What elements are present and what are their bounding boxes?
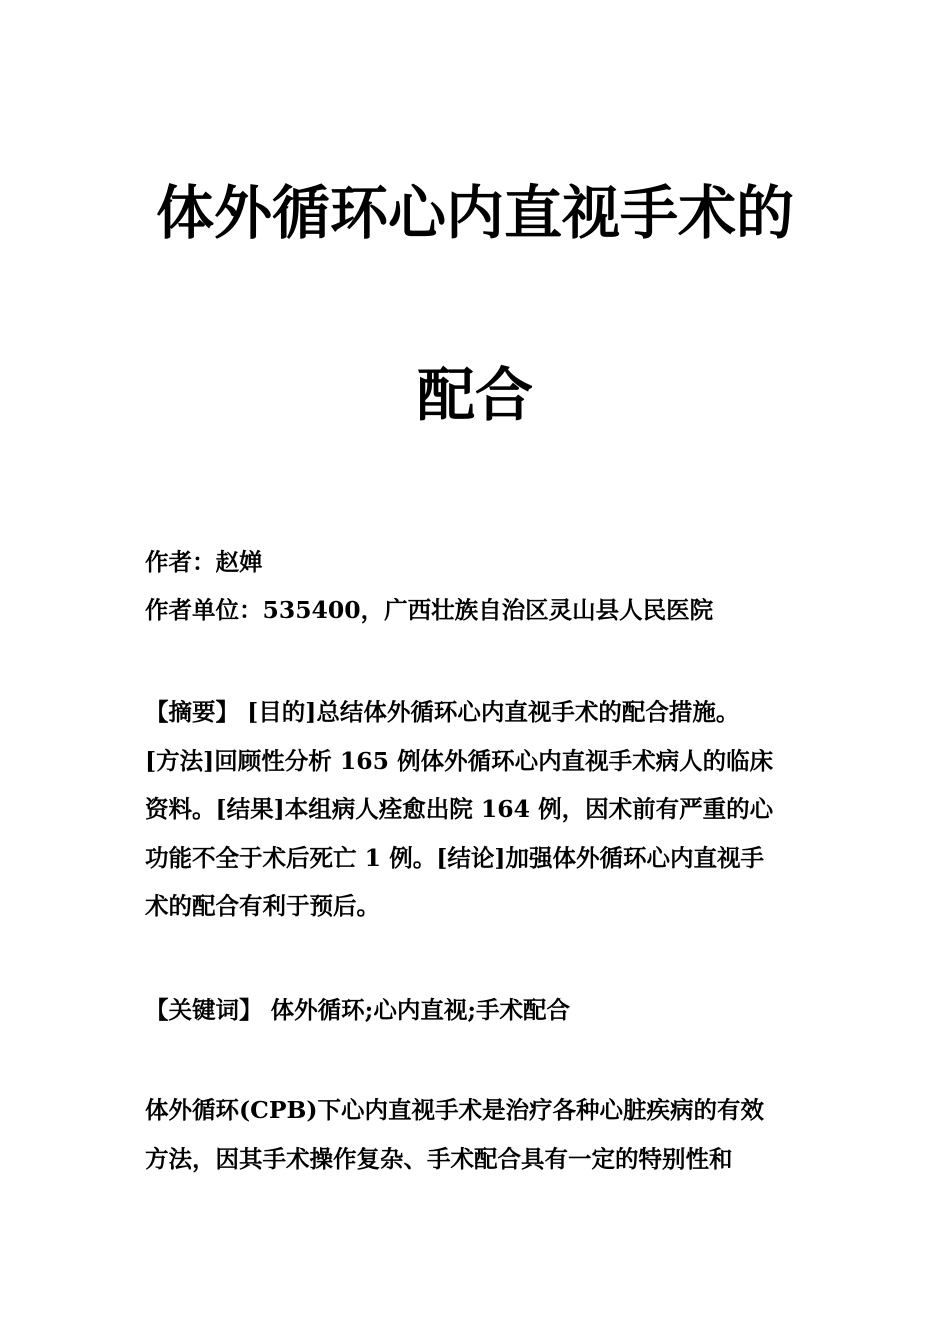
keywords-line: 【关键词】 体外循环;心内直视;手术配合 bbox=[145, 996, 571, 1024]
author-line: 作者：赵婵 bbox=[145, 548, 263, 576]
body-paragraph bbox=[145, 1086, 810, 1183]
abstract-paragraph bbox=[145, 688, 810, 931]
body-line: 体外循环(CPB)下心内直视手术是治疗各种心脏疾病的有效 bbox=[145, 1096, 764, 1124]
document-title-line-1: 体外循环心内直视手术的 bbox=[155, 179, 794, 247]
keywords-paragraph bbox=[145, 986, 810, 1035]
body-line: 方法，因其手术操作复杂、手术配合具有一定的特别性和 bbox=[145, 1144, 733, 1173]
document-title-line-2: 配合 bbox=[416, 361, 533, 429]
abstract-line: 术的配合有利于预后。 bbox=[145, 892, 380, 920]
author-unit-line: 作者单位：535400，广西壮族自治区灵山县人民医院 bbox=[145, 596, 714, 624]
abstract-line: 功能不全于术后死亡 1 例。[结论]加强体外循环心内直视手 bbox=[145, 843, 764, 872]
abstract-line: [方法]回顾性分析 165 例体外循环心内直视手术病人的临床 bbox=[145, 746, 774, 775]
abstract-line: 资料。[结果]本组病人痊愈出院 164 例，因术前有严重的心 bbox=[145, 795, 774, 823]
abstract-line: 【摘要】 [目的]总结体外循环心内直视手术的配合措施。 bbox=[145, 698, 740, 726]
